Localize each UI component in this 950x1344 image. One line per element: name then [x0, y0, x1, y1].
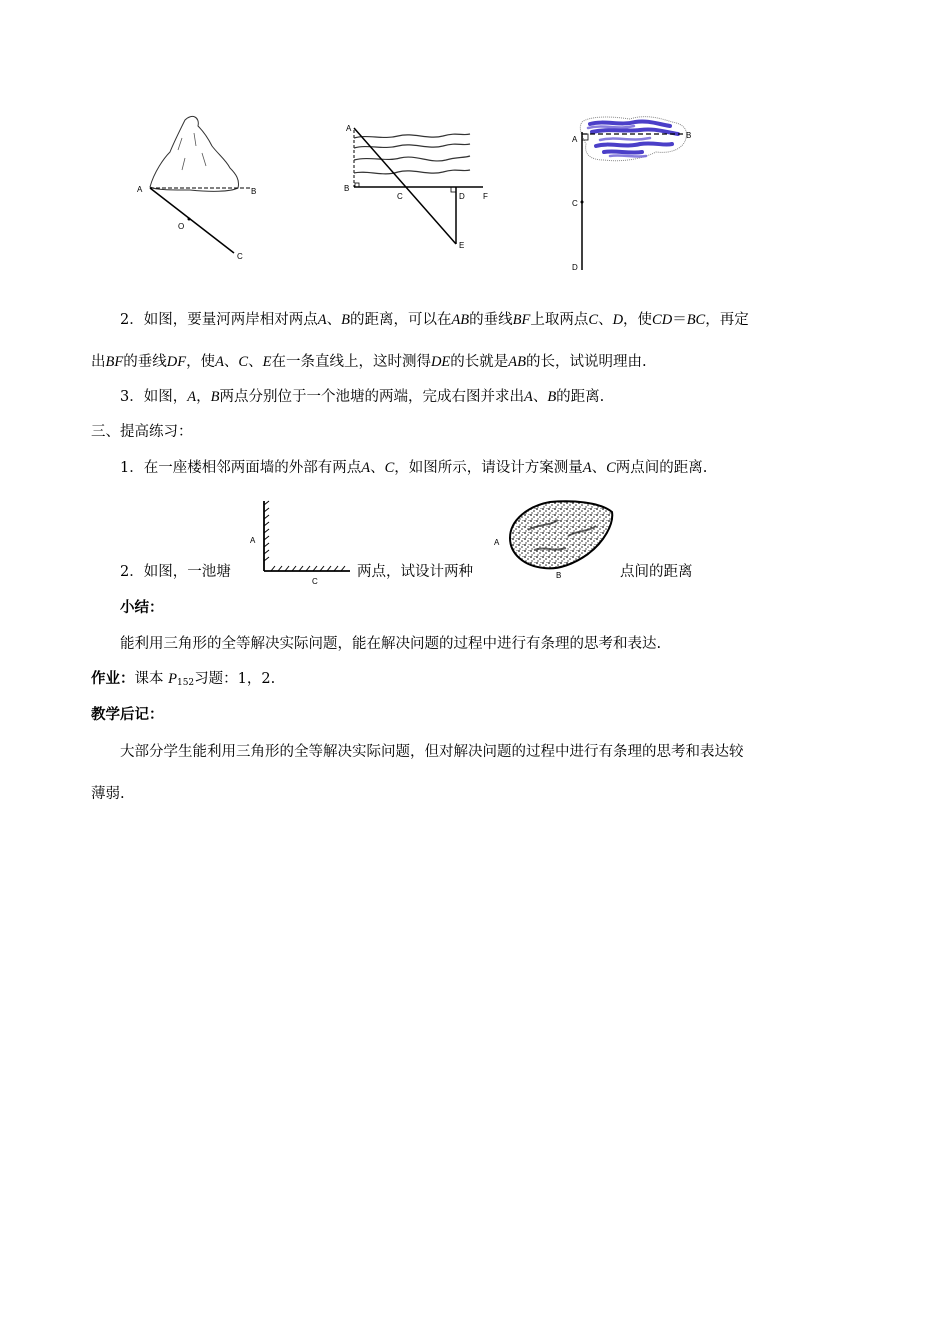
label-b: B [686, 131, 692, 140]
label-b: B [556, 571, 562, 580]
label-a: A [137, 185, 143, 194]
label-a: A [250, 536, 256, 545]
point-o [188, 218, 191, 221]
label-o: O [178, 222, 185, 231]
label-b: B [251, 187, 257, 196]
figure-river [338, 120, 498, 260]
p2-line: 2．如图，一池塘 [120, 564, 231, 580]
q2-line2: 出BF的垂线DF，使A、C、E在一条直线上，这时测得DE的长就是AB的长，试说明理由. [91, 354, 647, 370]
label-c: C [237, 252, 243, 261]
summary-text: 能利用三角形的全等解决实际问题，能在解决问题的过程中进行有条理的思考和表达. [120, 636, 662, 652]
figure-pond [560, 110, 720, 275]
label-f: F [483, 192, 488, 201]
label-a: A [346, 124, 352, 133]
figure-pond2 [488, 490, 618, 585]
notes-title: 教学后记： [91, 706, 164, 723]
label-c: C [572, 199, 578, 208]
label-b: B [344, 184, 350, 193]
label-d: D [459, 192, 465, 201]
label-c: C [312, 577, 318, 586]
figure-building [245, 495, 355, 590]
q3-line: 3．如图，A，B两点分别位于一个池塘的两端，完成右图并求出A、B的距离. [120, 389, 605, 405]
summary-title: 小结： [120, 599, 164, 616]
label-a: A [572, 135, 578, 144]
label-d: D [572, 263, 578, 272]
p2-line-mid: 两点，试设计两种 [357, 564, 473, 580]
label-c: C [397, 192, 403, 201]
notes-line2: 薄弱. [91, 786, 125, 802]
notes-line1: 大部分学生能利用三角形的全等解决实际问题，但对解决问题的过程中进行有条理的思考和表达较 [120, 744, 744, 760]
homework-line: 作业：课本 $P_{152}$习题：1，2. [91, 670, 276, 688]
label-a: A [494, 538, 500, 547]
label-e: E [459, 241, 465, 250]
p1-line: 1．在一座楼相邻两面墙的外部有两点A、C，如图所示，请设计方案测量A、C两点间的距离. [120, 460, 708, 476]
section3-title: 三、提高练习： [91, 424, 193, 440]
p2-line-end: 点间的距离 [620, 564, 693, 580]
figure-mountain [130, 108, 260, 268]
q2-line1: 2．如图，要量河两岸相对两点A、B的距离，可以在AB的垂线BF上取两点C、D，使CD＝BC，再定 [120, 312, 749, 328]
